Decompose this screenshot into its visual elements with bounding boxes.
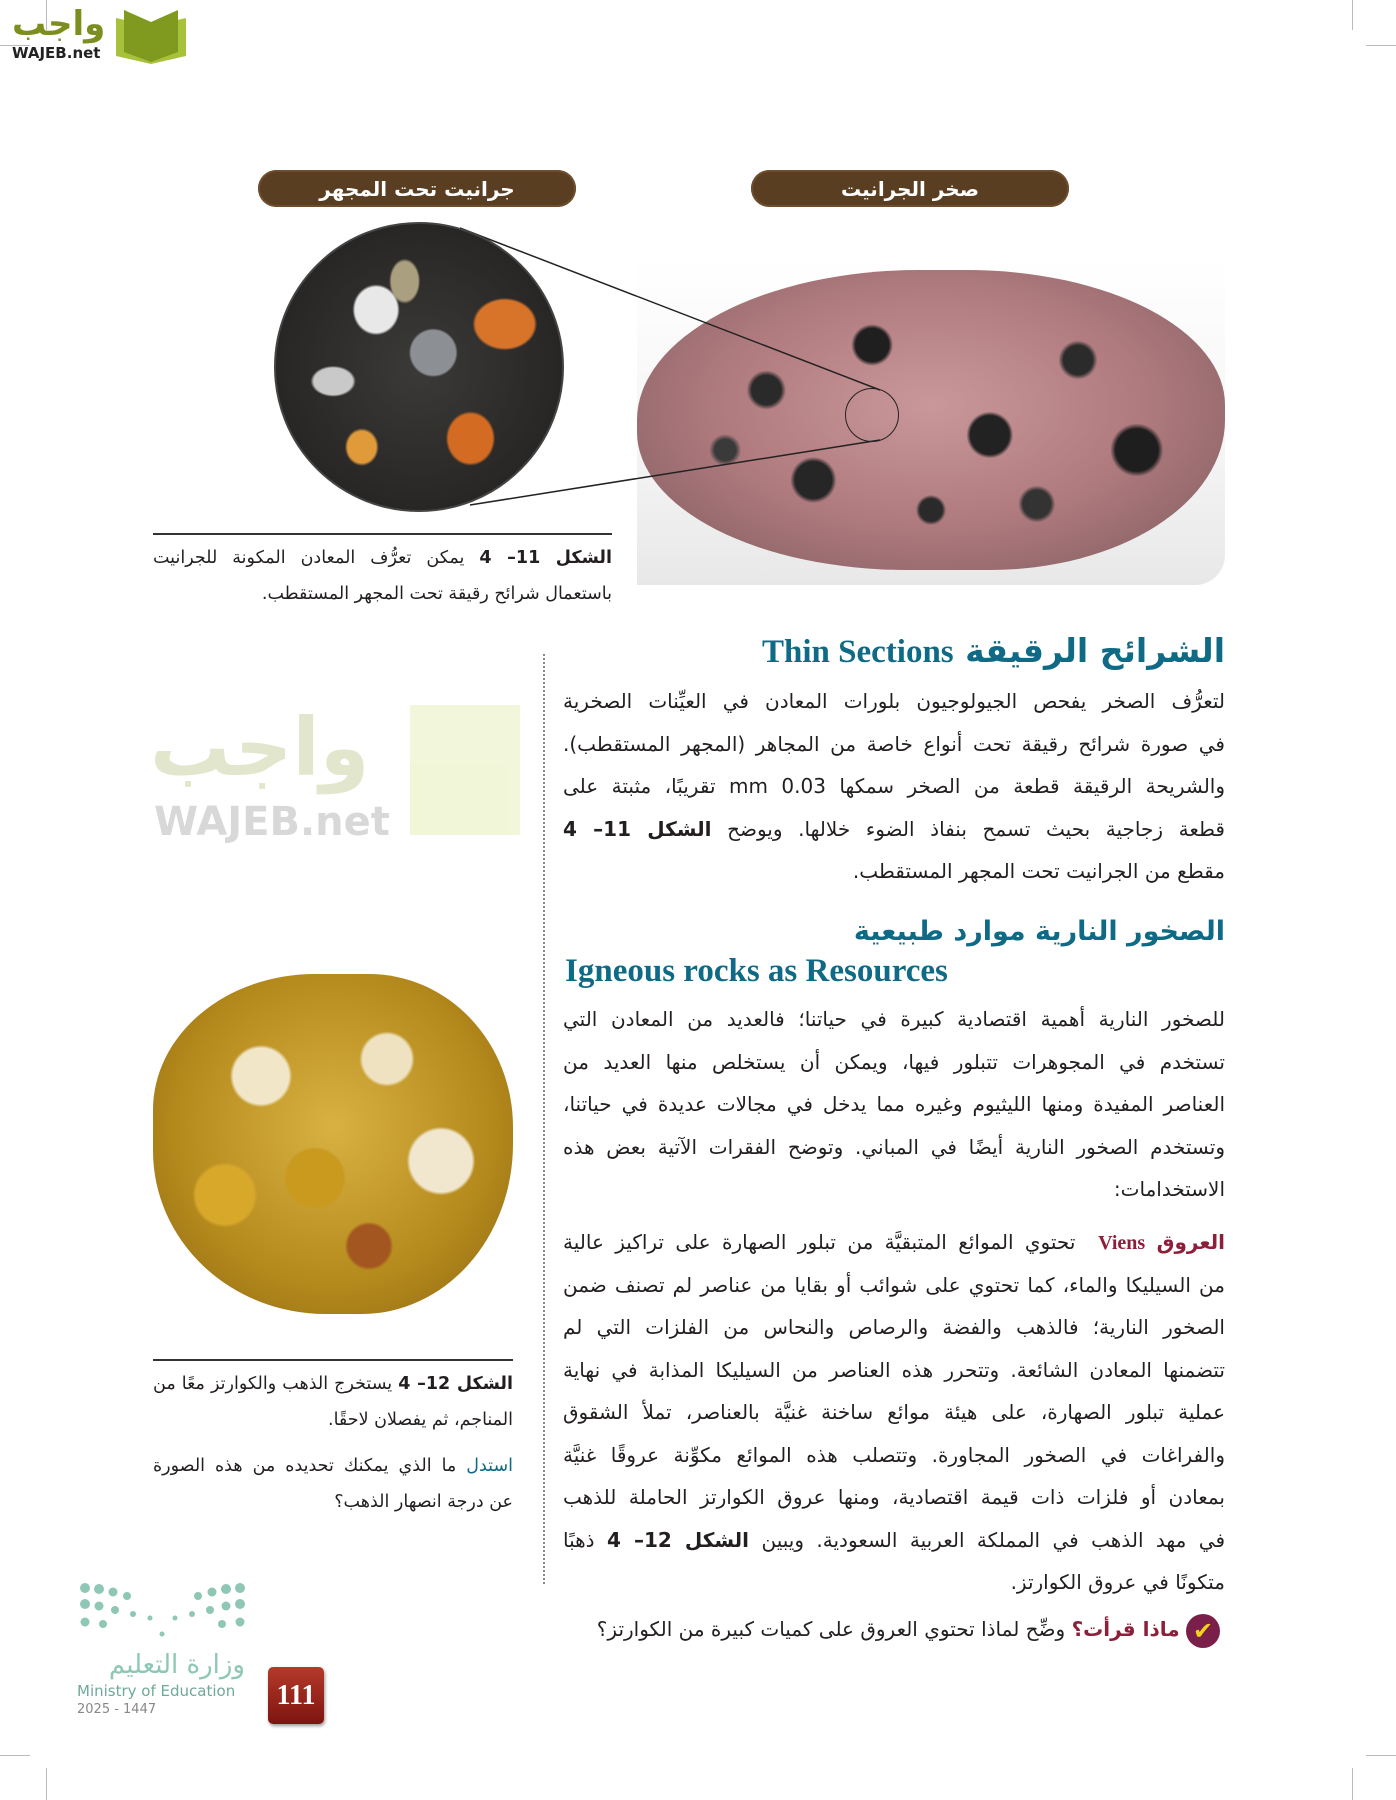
column-divider (543, 654, 545, 1584)
gold-quartz-photo (153, 964, 513, 1332)
ministry-logo: وزارة التعليم Ministry of Education 2025 - 1447 (75, 1578, 255, 1728)
zoom-connector (0, 0, 1396, 600)
figure-11-caption: الشكل 11– 4 يمكن تعرُّف المعادن المكونة للجرانيت باستعمال شرائح رقيقة تحت المجهر المستقطب. (153, 548, 612, 604)
term-veins: العروق (1156, 1230, 1225, 1254)
label-granite-microscope: جرانيت تحت المجهر (258, 170, 576, 207)
figure-ref[interactable]: الشكل 11– 4 (563, 816, 712, 841)
heading-igneous-resources-en: Igneous rocks as Resources (565, 953, 948, 989)
crop-mark (1366, 1755, 1396, 1756)
caption-rule (153, 533, 612, 535)
paragraph-thin-sections: لتعرُّف الصخر يفحص الجيولوجيون بلورات المعادن في العيِّنات الصخرية في صورة شرائح رقيقة تحت أنواع خاصة من المجاهر (المجهر المستقطب). والشريحة الرقيقة قطعة من الصخر سمكها 0.03 mm تقريبًا، مثبتة على قطعة زجاجية بحيث تسمح بنفاذ الضوء خلالها. ويوضح الشكل 11– 4 مقطع من الجرانيت تحت المجهر المستقطب. (563, 689, 1226, 883)
crop-mark (1352, 1768, 1353, 1800)
figure-ref[interactable]: الشكل 12– 4 (607, 1527, 750, 1552)
watermark: واجب WAJEB.net (150, 700, 530, 860)
page-number: 111 (268, 1667, 324, 1724)
crop-mark (0, 1755, 30, 1756)
paragraph-veins: العروق Viens تحتوي الموائع المتبقيَّة من تبلور الصهارة على تراكيز عالية من السيليكا والماء، كما تحتوي على شوائب أو بقايا من عناصر لم تصنف ضمن الصخور النارية؛ فالذهب والفضة والرصاص والنحاس من الفلزات التي لم تتضمنها المعادن الشائعة. وتتحرر هذه العناصر من السيليكا المذابة في نهاية عملية تبلور الصهارة، على هيئة موائع ساخنة غنيَّة بالعناصر، تملأ الشقوق والفراغات في الصخور المجاورة. وتتصلب هذه الموائع مكوِّنة عروقًا غنيَّة بمعادن أو فلزات ذات قيمة اقتصادية، ومنها عروق الكوارتز الحاملة للذهب في مهد الذهب في المملكة العربية السعودية. ويبين الشكل 12– 4 ذهبًا متكونًا في عروق الكوارتز. (563, 1230, 1225, 1594)
checkmark-icon: ✔ (1186, 1614, 1220, 1648)
caption-rule (153, 1359, 513, 1361)
crop-mark (46, 1768, 47, 1800)
heading-thin-sections: الشرائح الرقيقة Thin Sections (762, 631, 1225, 670)
reading-check: ✔ ماذا قرأت؟ وضِّح لماذا تحتوي العروق على كميات كبيرة من الكوارتز؟ (560, 1608, 1220, 1650)
ministry-dots-icon (75, 1578, 250, 1640)
label-granite-rock: صخر الجرانيت (751, 170, 1069, 207)
heading-igneous-resources-ar: الصخور النارية موارد طبيعية (853, 916, 1225, 947)
infer-question: استدل ما الذي يمكنك تحديده من هذه الصورة عن درجة انصهار الذهب؟ (153, 1456, 513, 1512)
granite-thin-section-photo (274, 222, 564, 512)
figure-12-caption: الشكل 12– 4 يستخرج الذهب والكوارتز معًا من المناجم، ثم يفصلان لاحقًا. (153, 1374, 513, 1430)
wajeb-logo: واجب WAJEB.net (8, 4, 198, 66)
paragraph-igneous-resources: للصخور النارية أهمية اقتصادية كبيرة في حياتنا؛ فالعديد من المعادن التي تستخدم في المجوهرات تتبلور فيها، ويمكن أن يستخلص منها العديد من العناصر المفيدة ومنها الليثيوم وغيره مما يدخل في مجالات عديدة في حياتنا، وتستخدم الصخور النارية أيضًا في المباني. وتوضح الفقرات الآتية بعض هذه الاستخدامات: (563, 1007, 1225, 1201)
